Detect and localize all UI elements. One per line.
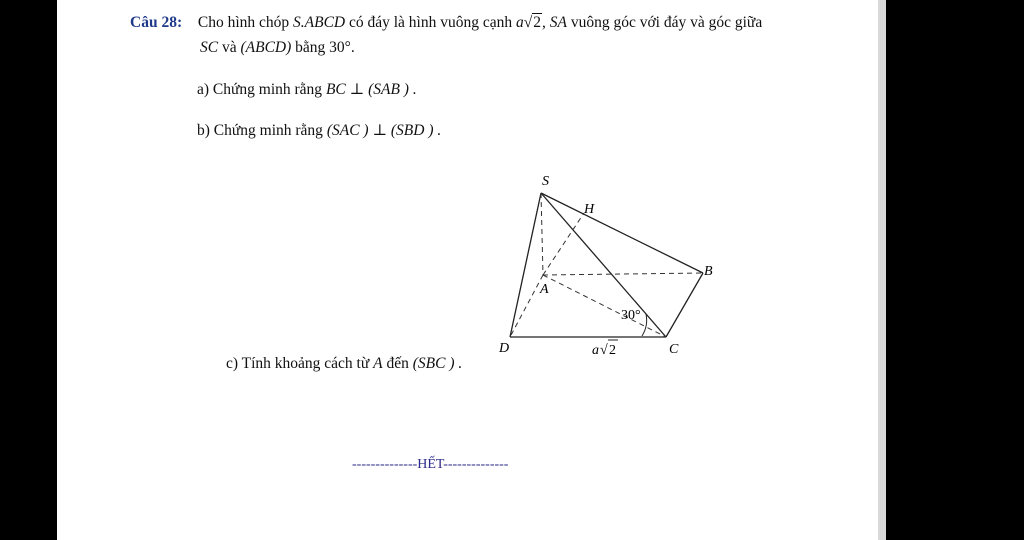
part-c-text: c) Tính khoảng cách từ [226, 355, 374, 372]
text-segment: và [218, 39, 241, 56]
edge-sb [541, 193, 703, 273]
edge-ac [543, 275, 666, 337]
pyramid-name: S.ABCD [293, 14, 346, 31]
end-marker: --------------HẾT-------------- [352, 457, 509, 472]
plane-abcd: (ABCD) [240, 39, 292, 56]
label-b: B [704, 264, 713, 279]
part-a-math: BC ⊥ (SAB ) . [325, 81, 417, 98]
part-b-math: (SAC ) ⊥ (SBD ) . [326, 122, 442, 139]
part-a-text: a) Chứng minh rằng [197, 81, 326, 98]
edge-sa [541, 193, 543, 275]
period: . [350, 39, 355, 56]
point-a: A [373, 355, 383, 372]
angle-label: 30° [621, 308, 641, 323]
part-c-text-2: đến [382, 355, 413, 372]
segment-sa: SA [549, 14, 567, 31]
label-s: S [542, 174, 549, 189]
segment-ah [543, 213, 584, 275]
side-variable: a [516, 14, 524, 31]
side-label-var: a [592, 343, 599, 358]
part-b-text: b) Chứng minh rằng [197, 122, 327, 139]
angle-value: 30° [329, 39, 351, 56]
question-label: Câu 28: [130, 14, 183, 31]
label-d: D [499, 341, 510, 356]
sqrt-expression: √2 [523, 14, 542, 31]
side-label-radical: √ [600, 343, 608, 358]
edge-cb [666, 273, 703, 337]
label-a: A [540, 282, 549, 297]
label-h: H [584, 202, 595, 217]
text-segment: vuông góc với đáy và góc giữa [566, 14, 763, 31]
side-label-arg: 2 [609, 343, 616, 358]
label-c: C [669, 342, 679, 357]
text-segment: Cho hình chóp [197, 14, 294, 31]
part-c-math: (SBC ) . [412, 355, 463, 372]
text-segment: bằng [291, 39, 330, 56]
sqrt-argument: 2 [533, 14, 542, 31]
edge-ad [510, 275, 543, 337]
edge-sc [541, 193, 666, 337]
text-segment: có đáy là hình vuông cạnh [345, 14, 516, 31]
segment-sc: SC [200, 39, 219, 56]
edge-ab [543, 273, 703, 275]
edge-sd [510, 193, 541, 337]
comma: , [542, 14, 546, 31]
